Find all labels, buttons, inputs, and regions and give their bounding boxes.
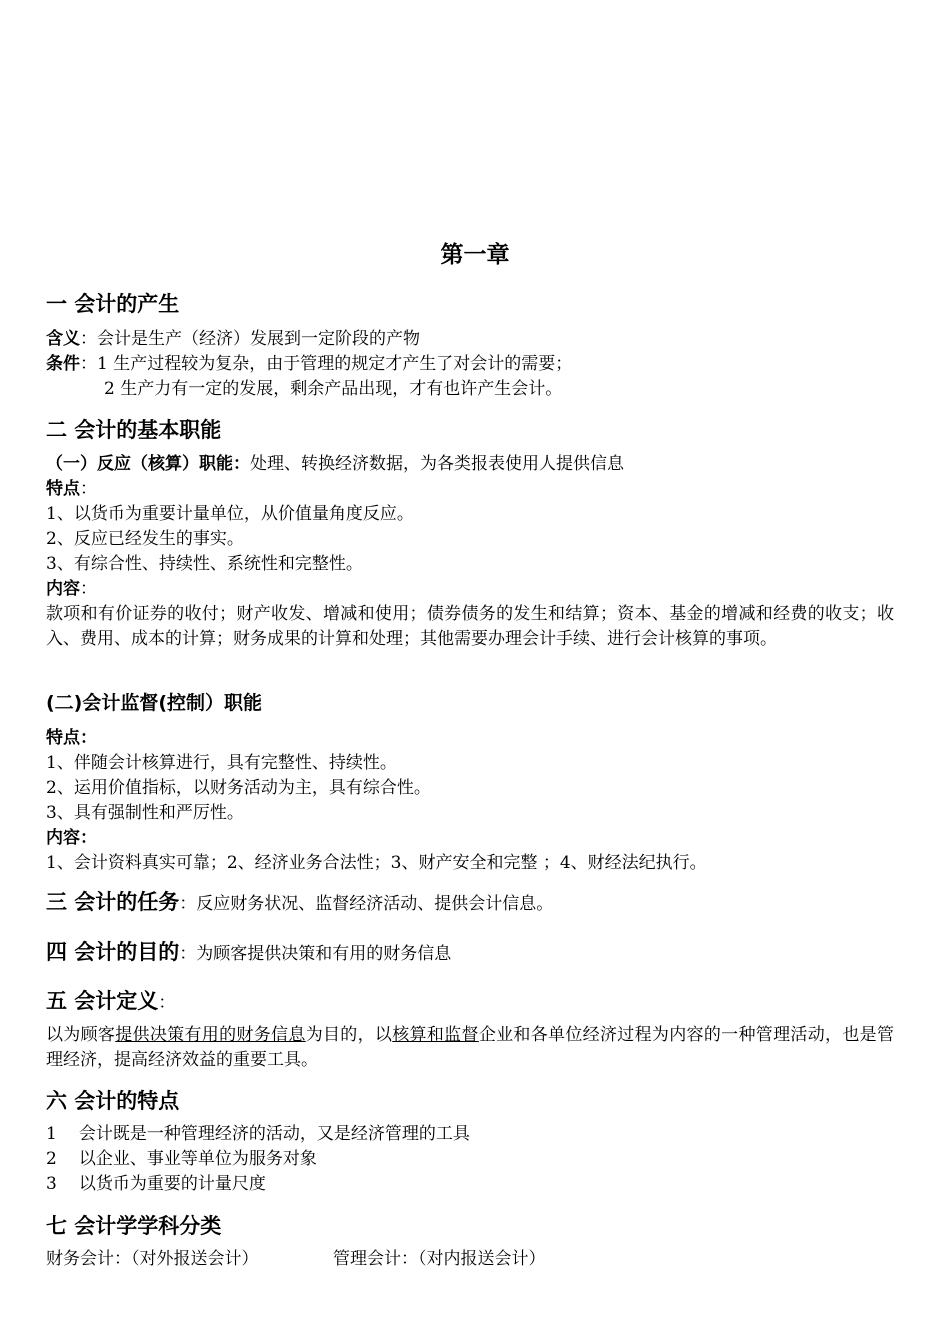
colon: ： [80,479,97,499]
section-4-heading: 四 会计的目的 [46,940,180,964]
function-2-content-text: 1、会计资料真实可靠；2、经济业务合法性；3、财产安全和完整 ；4、财经法纪执行。 [46,853,707,873]
feature-item [46,1122,470,1147]
meaning-label: 含义 [46,329,80,349]
section-3-line [46,886,553,917]
section-1-heading: 一 会计的产生 [46,292,180,316]
feature-number: 1 [46,1124,57,1144]
section-5-line [46,985,175,1016]
condition-1-text: ：1 生产过程较为复杂，由于管理的规定才产生了对会计的需要； [80,354,573,374]
definition-paragraph [46,1023,894,1073]
function-1-features-label: 特点 [46,479,80,499]
definition-underlined-means: 核算和监督 [392,1025,479,1045]
function-1-text: 处理、转换经济数据，为各类报表使用人提供信息 [250,454,624,474]
meaning-line [46,327,420,352]
function-2-heading: (二)会计监督(控制）职能 [46,692,263,714]
function-1-feature: 2、反应已经发生的事实。 [46,529,244,549]
function-2-feature: 2、运用价值指标，以财务活动为主，具有综合性。 [46,778,431,798]
feature-text: 以企业、事业等单位为服务对象 [78,1149,317,1169]
function-2-feature: 1、伴随会计核算进行，具有完整性、持续性。 [46,753,397,773]
condition-line-1 [46,352,572,377]
feature-text: 会计既是一种管理经济的活动，又是经济管理的工具 [78,1124,470,1144]
feature-number: 2 [46,1149,57,1169]
feature-item [46,1172,266,1197]
feature-number: 3 [46,1174,57,1194]
function-1-line [46,452,624,477]
section-3-text: ：反应财务状况、监督经济活动、提供会计信息。 [179,894,554,914]
feature-text: 以货币为重要的计量尺度 [78,1174,266,1194]
function-1-feature: 3、有综合性、持续性、系统性和完整性。 [46,554,363,574]
function-2-features-label: 特点： [46,728,97,748]
condition-label: 条件 [46,354,80,374]
chapter-title: 第一章 [440,242,510,268]
section-3-heading: 三 会计的任务 [46,890,180,914]
function-1-feature: 1、以货币为重要计量单位，从价值量角度反应。 [46,504,414,524]
section-7-heading: 七 会计学学科分类 [46,1214,222,1238]
definition-text: 以为顾客 [46,1025,116,1045]
colon: ： [158,993,176,1013]
function-2-content-label: 内容： [46,828,97,848]
function-1-features-label-line [46,477,97,502]
section-4-line [46,936,451,967]
function-1-content-label: 内容 [46,579,80,599]
section-5-heading: 五 会计定义 [46,989,159,1013]
definition-underlined-goal: 提供决策有用的财务信息 [115,1025,306,1045]
colon: ： [80,579,97,599]
section-2-heading: 二 会计的基本职能 [46,418,222,442]
condition-line-2: 2 生产力有一定的发展，剩余产品出现，才有也许产生会计。 [104,379,563,399]
function-1-content-label-line [46,577,97,602]
section-6-heading: 六 会计的特点 [46,1089,180,1113]
function-2-feature: 3、具有强制性和严厉性。 [46,803,244,823]
meaning-text: ：会计是生产（经济）发展到一定阶段的产物 [80,329,420,349]
section-4-text: ：为顾客提供决策和有用的财务信息 [179,944,452,964]
function-1-label: （一）反应（核算）职能： [46,454,250,474]
management-accounting: 管理会计：（对内报送会计） [333,1249,546,1269]
definition-text: 为目的，以 [305,1025,393,1045]
function-1-content-paragraph: 款项和有价证券的收付；财产收发、增减和使用；债券债务的发生和结算；资本、基金的增减和经费的收支；收入、费用、成本的计算；财务成果的计算和处理；其他需要办理会计手续、进行会计核算的事项。 [46,604,894,649]
definition-text: 企业和各单位经济过程为内容的一种管理活动，也是管理经济，提高经济效益的重要工具。 [46,1025,894,1070]
feature-item [46,1147,317,1172]
financial-accounting: 财务会计：（对外报送会计） [46,1249,259,1269]
